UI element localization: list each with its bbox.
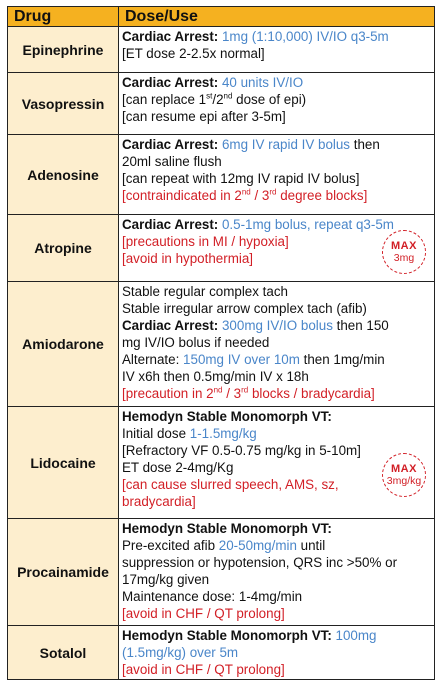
dose-text: / 3 xyxy=(222,386,242,401)
table-row xyxy=(8,135,435,215)
dose-text: Stable irregular arrow complex tach (afib) xyxy=(122,301,367,316)
dose-text: IV x6h then 0.5mg/min IV x 18h xyxy=(122,369,309,384)
dose-line xyxy=(122,493,431,510)
dose-line xyxy=(122,537,431,554)
dose-text: 20-50mg/min xyxy=(218,538,297,553)
dose-line xyxy=(122,170,431,187)
dose-line xyxy=(122,425,431,442)
dose-text: until xyxy=(296,538,326,553)
dose-line xyxy=(122,351,431,368)
dose-text: 150mg IV over 10m xyxy=(183,352,300,367)
dose-line xyxy=(122,554,431,571)
dose-text: 40 units IV/IO xyxy=(221,75,304,90)
dose-line xyxy=(122,588,431,605)
dose-text: 17mg/kg given xyxy=(122,572,210,587)
header-dose: Dose/Use xyxy=(119,7,435,27)
dose-cell-lidocaine xyxy=(119,407,435,519)
table-body xyxy=(8,27,435,680)
dose-text: Cardiac Arrest: xyxy=(122,29,222,44)
dose-line xyxy=(122,28,431,45)
dose-line xyxy=(122,317,431,334)
dose-line xyxy=(122,605,431,622)
dose-text: mg IV/IO bolus if needed xyxy=(122,335,270,350)
dose-cell-amiodarone xyxy=(119,282,435,407)
dose-text: [avoid in CHF / QT prolong] xyxy=(122,662,285,677)
dose-cell-procainamide xyxy=(119,519,435,626)
drug-name-vasopressin: Vasopressin xyxy=(8,73,119,135)
dose-text: 100mg xyxy=(335,628,377,643)
dose-text: dose of epi) xyxy=(232,92,307,107)
table-row xyxy=(8,73,435,135)
dose-line xyxy=(122,91,431,108)
dose-text: 6mg IV rapid IV bolus xyxy=(221,137,351,152)
dose-line xyxy=(122,627,431,644)
dose-line xyxy=(122,408,431,425)
dose-text: Hemodyn Stable Monomorph VT: xyxy=(122,521,332,536)
dose-cell-atropine xyxy=(119,215,435,282)
dose-line xyxy=(122,520,431,537)
dose-text: degree blocks] xyxy=(276,188,368,203)
dose-text: / 3 xyxy=(250,188,270,203)
dose-text: [can resume epi after 3-5m] xyxy=(122,109,286,124)
dose-text: Hemodyn Stable Monomorph VT: xyxy=(122,628,336,643)
dose-text: Cardiac Arrest: xyxy=(122,137,222,152)
dose-line xyxy=(122,644,431,661)
header-drug: Drug xyxy=(8,7,119,27)
dose-line xyxy=(122,300,431,317)
dose-cell-vasopressin xyxy=(119,73,435,135)
dose-text: Cardiac Arrest: xyxy=(122,318,222,333)
drug-dose-table xyxy=(7,6,434,677)
dose-line xyxy=(122,661,431,678)
dose-text: 1mg (1:10,000) IV/IO q3-5m xyxy=(221,29,389,44)
dose-line xyxy=(122,108,431,125)
dose-text: nd xyxy=(241,187,251,197)
table-row xyxy=(8,27,435,73)
max-dose-stamp xyxy=(382,453,426,497)
dose-text: Initial dose xyxy=(122,426,190,441)
dose-text: nd xyxy=(213,385,223,395)
max-label: MAX xyxy=(391,240,417,252)
drug-name-procainamide: Procainamide xyxy=(8,519,119,626)
max-label: MAX xyxy=(391,463,417,475)
dose-line xyxy=(122,216,431,233)
table-row xyxy=(8,215,435,282)
max-dose-stamp xyxy=(382,230,426,274)
dose-text: [avoid in CHF / QT prolong] xyxy=(122,606,285,621)
dose-text: 1-1.5mg/kg xyxy=(189,426,257,441)
dose-text: Maintenance dose: 1-4mg/min xyxy=(122,589,303,604)
dose-text: st xyxy=(206,91,213,101)
dose-text: [can repeat with 12mg IV rapid IV bolus] xyxy=(122,171,360,186)
dose-text: [precautions in MI / hypoxia] xyxy=(122,234,289,249)
dose-text: then xyxy=(350,137,380,152)
dose-text: rd xyxy=(269,187,277,197)
dose-line xyxy=(122,442,431,459)
dose-text: rd xyxy=(241,385,249,395)
dose-line xyxy=(122,571,431,588)
dose-line xyxy=(122,385,431,402)
dose-text: 300mg IV/IO bolus xyxy=(221,318,333,333)
dose-cell-adenosine xyxy=(119,135,435,215)
dose-line xyxy=(122,136,431,153)
dose-cell-epinephrine xyxy=(119,27,435,73)
dose-line xyxy=(122,368,431,385)
header-row xyxy=(8,7,435,27)
dose-text: Pre-excited afib xyxy=(122,538,219,553)
dose-text: /2 xyxy=(212,92,224,107)
max-value: 3mg xyxy=(393,252,415,264)
dose-text: [can replace 1 xyxy=(122,92,207,107)
dose-text: Stable regular complex tach xyxy=(122,284,288,299)
table-row xyxy=(8,407,435,519)
dose-text: Hemodyn Stable Monomorph VT: xyxy=(122,409,332,424)
dose-text: then 1mg/min xyxy=(299,352,385,367)
drug-name-atropine: Atropine xyxy=(8,215,119,282)
dose-text: [contraindicated in 2 xyxy=(122,188,242,203)
dose-text: (1.5mg/kg) over 5m xyxy=(122,645,239,660)
dose-line xyxy=(122,45,431,62)
drug-name-amiodarone: Amiodarone xyxy=(8,282,119,407)
dose-text: [Refractory VF 0.5-0.75 mg/kg in 5-10m] xyxy=(122,443,361,458)
dose-text: Alternate: xyxy=(122,352,184,367)
dose-text: Cardiac Arrest: xyxy=(122,75,222,90)
dose-text: bradycardia] xyxy=(122,494,196,509)
max-value: 3mg/kg xyxy=(386,475,422,487)
dose-text: Cardiac Arrest: xyxy=(122,217,222,232)
dose-line xyxy=(122,187,431,204)
dose-text: nd xyxy=(223,91,233,101)
dose-text: suppression or hypotension, QRS inc >50% or xyxy=(122,555,398,570)
dose-cell-sotalol xyxy=(119,626,435,680)
dose-text: 0.5-1mg bolus, repeat q3-5m xyxy=(221,217,394,232)
dose-line xyxy=(122,153,431,170)
table-row xyxy=(8,519,435,626)
drug-name-adenosine: Adenosine xyxy=(8,135,119,215)
dose-line xyxy=(122,74,431,91)
table xyxy=(7,6,435,680)
drug-name-epinephrine: Epinephrine xyxy=(8,27,119,73)
dose-text: blocks / bradycardia] xyxy=(248,386,375,401)
dose-text: [precaution in 2 xyxy=(122,386,214,401)
dose-text: [ET dose 2-2.5x normal] xyxy=(122,46,265,61)
dose-line xyxy=(122,283,431,300)
table-row xyxy=(8,626,435,680)
dose-text: then 150 xyxy=(332,318,389,333)
dose-text: ET dose 2-4mg/Kg xyxy=(122,460,234,475)
dose-line xyxy=(122,334,431,351)
drug-name-lidocaine: Lidocaine xyxy=(8,407,119,519)
dose-text: [avoid in hypothermia] xyxy=(122,251,254,266)
dose-text: [can cause slurred speech, AMS, sz, xyxy=(122,477,339,492)
drug-name-sotalol: Sotalol xyxy=(8,626,119,680)
table-row xyxy=(8,282,435,407)
dose-text: 20ml saline flush xyxy=(122,154,222,169)
